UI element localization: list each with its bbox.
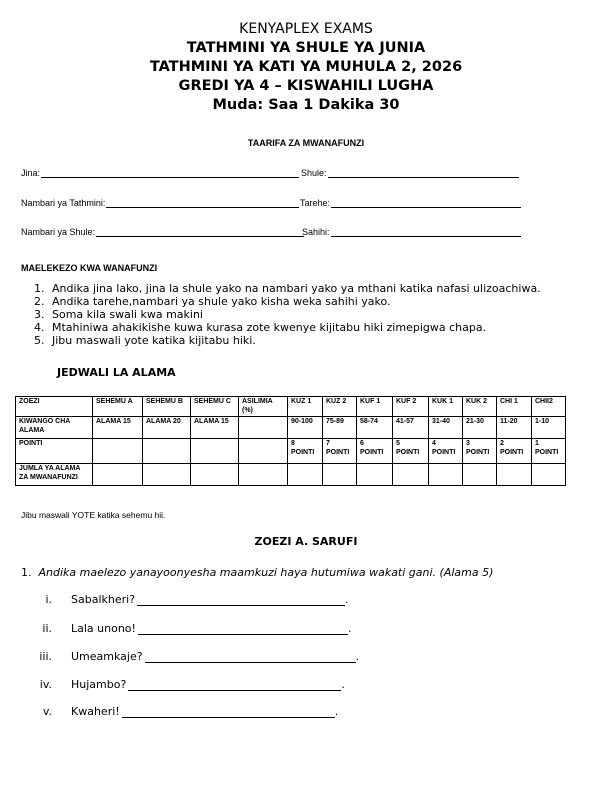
publisher-name: KENYAPLEX EXAMS xyxy=(239,21,373,37)
question-1 xyxy=(21,566,493,579)
table-cell xyxy=(93,439,143,464)
table-cell: 75-89 xyxy=(323,417,357,439)
instructions-list xyxy=(34,282,541,347)
table-cell: ALAMA 15 xyxy=(93,417,143,439)
assessment-number-label: Nambari ya Tathmini: xyxy=(21,198,106,208)
table-cell xyxy=(497,464,532,486)
table-cell: KUZ 1 xyxy=(288,397,323,417)
table-cell: 1-10 xyxy=(532,417,566,439)
signature-line[interactable] xyxy=(331,227,521,237)
table-cell: KUF 1 xyxy=(357,397,393,417)
answer-line[interactable] xyxy=(137,595,345,606)
answer-line[interactable] xyxy=(138,624,348,635)
answer-line[interactable] xyxy=(145,652,356,663)
table-cell: CHII2 xyxy=(532,397,566,417)
table-cell xyxy=(239,417,288,439)
table-cell: SEHEMU C xyxy=(191,397,239,417)
table-cell: SEHEMU B xyxy=(143,397,191,417)
table-cell: 1 POINTI xyxy=(532,439,566,464)
table-cell: 90-100 xyxy=(288,417,323,439)
school-number-label: Nambari ya Shule: xyxy=(21,227,96,237)
table-cell: 3 POINTI xyxy=(463,439,497,464)
school-field[interactable] xyxy=(301,168,519,178)
answer-item-iv[interactable]: iv. Hujambo? . xyxy=(39,678,345,691)
greeting-text: Hujambo? xyxy=(71,678,127,691)
instruction-item: 4. Mtahiniwa ahakikishe kuwa kurasa zote kwenye kijitabu hiki zimepigwa chapa. xyxy=(34,321,487,334)
answer-item-iii[interactable]: iii. Umeamkaje? . xyxy=(39,650,360,663)
exam-duration: Muda: Saa 1 Dakika 30 xyxy=(212,97,400,113)
table-cell: ALAMA 15 xyxy=(191,417,239,439)
answer-item-ii[interactable]: ii. Lala unono! . xyxy=(42,622,352,635)
school-line[interactable] xyxy=(328,168,519,178)
table-cell: 6 POINTI xyxy=(357,439,393,464)
table-cell: 8 POINTI xyxy=(288,439,323,464)
instructions-title: MAELEKEZO KWA WANAFUNZI xyxy=(21,263,158,273)
table-cell: ALAMA 20 xyxy=(143,417,191,439)
table-cell: KUZ 2 xyxy=(323,397,357,417)
assessment-number-field[interactable] xyxy=(21,198,299,208)
table-cell xyxy=(93,464,143,486)
grade-subject: GREDI YA 4 – KISWAHILI LUGHA xyxy=(178,78,434,94)
question-number: 1. xyxy=(21,566,32,579)
assessment-term: TATHMINI YA KATI YA MUHULA 2, 2026 xyxy=(149,59,463,75)
table-cell xyxy=(239,439,288,464)
table-cell xyxy=(323,464,357,486)
table-cell: 21-30 xyxy=(463,417,497,439)
instruction-item: 1. Andika jina lako, jina la shule yako na nambari yako ya mthani katika nafasi ulizoachiwa. xyxy=(34,282,541,295)
answer-line[interactable] xyxy=(122,707,335,718)
answer-all-note: Jibu maswali YOTE katika sehemu hii. xyxy=(21,510,166,520)
assessment-number-line[interactable] xyxy=(106,198,299,208)
table-cell xyxy=(143,439,191,464)
answer-item-i[interactable]: i. Sabalkheri? . xyxy=(45,593,349,606)
greeting-text: Lala unono! xyxy=(71,622,136,635)
table-cell xyxy=(239,464,288,486)
school-number-line[interactable] xyxy=(96,227,304,237)
signature-field[interactable] xyxy=(302,227,521,237)
table-cell: 2 POINTI xyxy=(497,439,532,464)
assessment-type: TATHMINI YA SHULE YA JUNIA xyxy=(186,40,426,56)
table-row xyxy=(16,464,566,486)
table-cell: KUK 2 xyxy=(463,397,497,417)
school-label: Shule: xyxy=(301,168,327,178)
name-label: Jina: xyxy=(21,168,41,178)
table-cell xyxy=(191,464,239,486)
school-number-field[interactable] xyxy=(21,227,304,237)
instruction-item: 3. Soma kila swali kwa makini xyxy=(34,308,203,321)
instruction-item: 2. Andika tarehe,nambari ya shule yako kisha weka sahihi yako. xyxy=(34,295,391,308)
table-cell: KUF 2 xyxy=(393,397,429,417)
table-cell: CHI 1 xyxy=(497,397,532,417)
name-field[interactable] xyxy=(21,168,299,178)
table-row xyxy=(16,397,566,417)
table-cell: 31-40 xyxy=(429,417,463,439)
greeting-text: Sabalkheri? xyxy=(71,593,136,606)
student-info-title: TAARIFA ZA MWANAFUNZI xyxy=(247,138,365,148)
exam-header xyxy=(0,20,612,115)
table-cell: 58-74 xyxy=(357,417,393,439)
table-row xyxy=(16,417,566,439)
greeting-text: Umeamkaje? xyxy=(71,650,143,663)
marks-table-title: JEDWALI LA ALAMA xyxy=(57,366,176,379)
date-line[interactable] xyxy=(331,198,521,208)
answer-item-v[interactable]: v. Kwaheri! . xyxy=(42,705,339,718)
table-cell xyxy=(143,464,191,486)
table-cell: KIWANGO CHA ALAMA xyxy=(16,417,93,439)
table-cell xyxy=(357,464,393,486)
table-cell: JUMLA YA ALAMA ZA MWANAFUNZI xyxy=(16,464,93,486)
table-cell xyxy=(463,464,497,486)
table-cell: POINTI xyxy=(16,439,93,464)
table-cell xyxy=(532,464,566,486)
answer-line[interactable] xyxy=(128,680,341,691)
table-cell: 5 POINTI xyxy=(393,439,429,464)
table-cell: SEHEMU A xyxy=(93,397,143,417)
instruction-item: 5. Jibu maswali yote katika kijitabu hiki. xyxy=(34,334,256,347)
date-field[interactable] xyxy=(300,198,521,208)
table-cell: ASILIMIA (%) xyxy=(239,397,288,417)
signature-label: Sahihi: xyxy=(302,227,330,237)
name-line[interactable] xyxy=(41,168,299,178)
table-cell: 11-20 xyxy=(497,417,532,439)
greeting-text: Kwaheri! xyxy=(71,705,120,718)
marks-table xyxy=(15,396,566,486)
question-text: Andika maelezo yanayoonyesha maamkuzi haya hutumiwa wakati gani. (Alama 5) xyxy=(38,566,494,579)
table-cell: KUK 1 xyxy=(429,397,463,417)
table-cell: 4 POINTI xyxy=(429,439,463,464)
table-cell xyxy=(429,464,463,486)
table-cell xyxy=(191,439,239,464)
section-title: ZOEZI A. SARUFI xyxy=(254,535,358,548)
table-cell: 41-57 xyxy=(393,417,429,439)
table-row xyxy=(16,439,566,464)
table-cell xyxy=(393,464,429,486)
table-cell: ZOEZI xyxy=(16,397,93,417)
date-label: Tarehe: xyxy=(300,198,331,208)
table-cell xyxy=(288,464,323,486)
table-cell: 7 POINTI xyxy=(323,439,357,464)
